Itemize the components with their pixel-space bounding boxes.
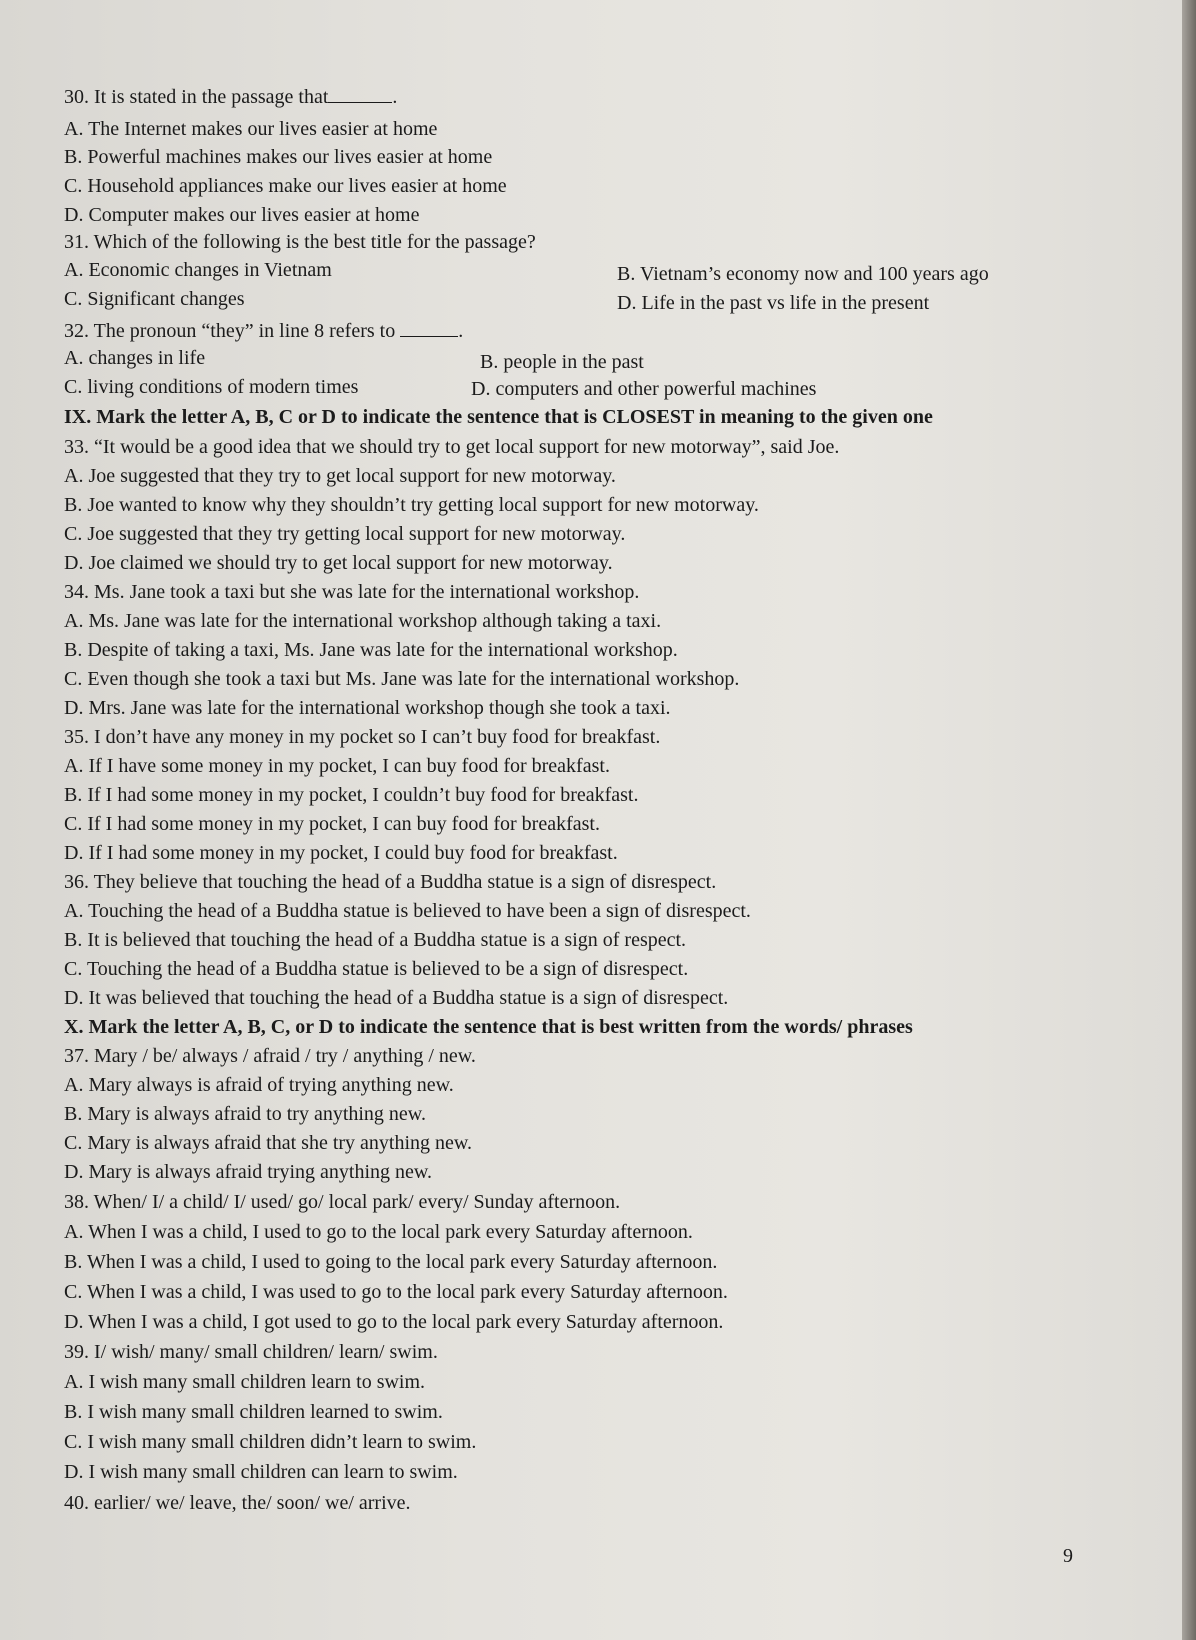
q32-option-b: B. people in the past [480, 351, 644, 373]
q39-stem: 39. I/ wish/ many/ small children/ learn/ swim. [64, 1341, 438, 1363]
q37-option-c: C. Mary is always afraid that she try anything new. [64, 1132, 473, 1154]
q33-option-b: B. Joe wanted to know why they shouldn’t try getting local support for new motorway. [64, 494, 759, 516]
q35-option-a: A. If I have some money in my pocket, I can buy food for breakfast. [64, 755, 610, 777]
q33-stem: 33. “It would be a good idea that we should try to get local support for new motorway”, said Joe. [64, 436, 840, 458]
q33-option-c: C. Joe suggested that they try getting local support for new motorway. [64, 523, 626, 545]
q36-option-a: A. Touching the head of a Buddha statue is believed to have been a sign of disrespect. [64, 900, 751, 922]
q31-stem: 31. Which of the following is the best title for the passage? [64, 231, 536, 253]
page-edge-shadow [1182, 0, 1196, 1640]
q34-option-c: C. Even though she took a taxi but Ms. Jane was late for the international workshop. [64, 668, 740, 690]
q38-option-a: A. When I was a child, I used to go to the local park every Saturday afternoon. [64, 1221, 693, 1243]
q38-option-d: D. When I was a child, I got used to go to the local park every Saturday afternoon. [64, 1311, 724, 1333]
q32-stem-end: . [458, 320, 464, 342]
q35-stem: 35. I don’t have any money in my pocket so I can’t buy food for breakfast. [64, 726, 661, 748]
q32-option-c: C. living conditions of modern times [64, 376, 359, 398]
q30-option-c: C. Household appliances make our lives easier at home [64, 175, 507, 197]
page-number: 9 [1063, 1545, 1073, 1567]
q37-option-a: A. Mary always is afraid of trying anything new. [64, 1074, 454, 1096]
q39-option-c: C. I wish many small children didn’t learn to swim. [64, 1431, 477, 1453]
q40-stem: 40. earlier/ we/ leave, the/ soon/ we/ arrive. [64, 1492, 411, 1514]
q30-option-d: D. Computer makes our lives easier at home [64, 204, 420, 226]
q32-stem [64, 318, 463, 343]
q38-option-c: C. When I was a child, I was used to go to the local park every Saturday afternoon. [64, 1281, 728, 1303]
q30-option-b: B. Powerful machines makes our lives easier at home [64, 146, 493, 168]
q39-option-b: B. I wish many small children learned to swim. [64, 1401, 443, 1423]
q32-stem-text: 32. The pronoun “they” in line 8 refers to [64, 320, 396, 342]
section-x-heading: X. Mark the letter A, B, C, or D to indicate the sentence that is best written from the words/ phrases [64, 1016, 913, 1038]
q30-stem-end: . [392, 86, 398, 108]
q31-option-a: A. Economic changes in Vietnam [64, 259, 332, 281]
q36-stem: 36. They believe that touching the head of a Buddha statue is a sign of disrespect. [64, 871, 717, 893]
section-ix-heading: IX. Mark the letter A, B, C or D to indicate the sentence that is CLOSEST in meaning to the given one [64, 406, 933, 428]
q30-option-a: A. The Internet makes our lives easier at home [64, 118, 438, 140]
q38-stem: 38. When/ I/ a child/ I/ used/ go/ local park/ every/ Sunday afternoon. [64, 1191, 621, 1213]
q30-stem [64, 84, 397, 109]
q35-option-b: B. If I had some money in my pocket, I couldn’t buy food for breakfast. [64, 784, 639, 806]
q30-blank [328, 84, 392, 103]
q33-option-a: A. Joe suggested that they try to get local support for new motorway. [64, 465, 616, 487]
q38-option-b: B. When I was a child, I used to going to the local park every Saturday afternoon. [64, 1251, 718, 1273]
q31-option-d: D. Life in the past vs life in the present [617, 292, 930, 314]
q36-option-d: D. It was believed that touching the head of a Buddha statue is a sign of disrespect. [64, 987, 729, 1009]
q31-option-c: C. Significant changes [64, 288, 245, 310]
q39-option-d: D. I wish many small children can learn to swim. [64, 1461, 458, 1483]
q35-option-c: C. If I had some money in my pocket, I can buy food for breakfast. [64, 813, 600, 835]
q34-option-b: B. Despite of taking a taxi, Ms. Jane was late for the international workshop. [64, 639, 678, 661]
q34-stem: 34. Ms. Jane took a taxi but she was late for the international workshop. [64, 581, 640, 603]
q35-option-d: D. If I had some money in my pocket, I could buy food for breakfast. [64, 842, 618, 864]
q34-option-d: D. Mrs. Jane was late for the international workshop though she took a taxi. [64, 697, 671, 719]
q39-option-a: A. I wish many small children learn to swim. [64, 1371, 426, 1393]
q30-stem-text: 30. It is stated in the passage that [64, 86, 329, 108]
q33-option-d: D. Joe claimed we should try to get local support for new motorway. [64, 552, 613, 574]
q37-option-d: D. Mary is always afraid trying anything new. [64, 1161, 433, 1183]
q37-stem: 37. Mary / be/ always / afraid / try / anything / new. [64, 1045, 476, 1067]
q36-option-c: C. Touching the head of a Buddha statue is believed to be a sign of disrespect. [64, 958, 689, 980]
q31-option-b: B. Vietnam’s economy now and 100 years ago [617, 263, 989, 285]
q32-blank [400, 318, 458, 337]
q36-option-b: B. It is believed that touching the head of a Buddha statue is a sign of respect. [64, 929, 687, 951]
q32-option-d: D. computers and other powerful machines [471, 378, 817, 400]
q34-option-a: A. Ms. Jane was late for the international workshop although taking a taxi. [64, 610, 662, 632]
q32-option-a: A. changes in life [64, 347, 206, 369]
q37-option-b: B. Mary is always afraid to try anything new. [64, 1103, 426, 1125]
